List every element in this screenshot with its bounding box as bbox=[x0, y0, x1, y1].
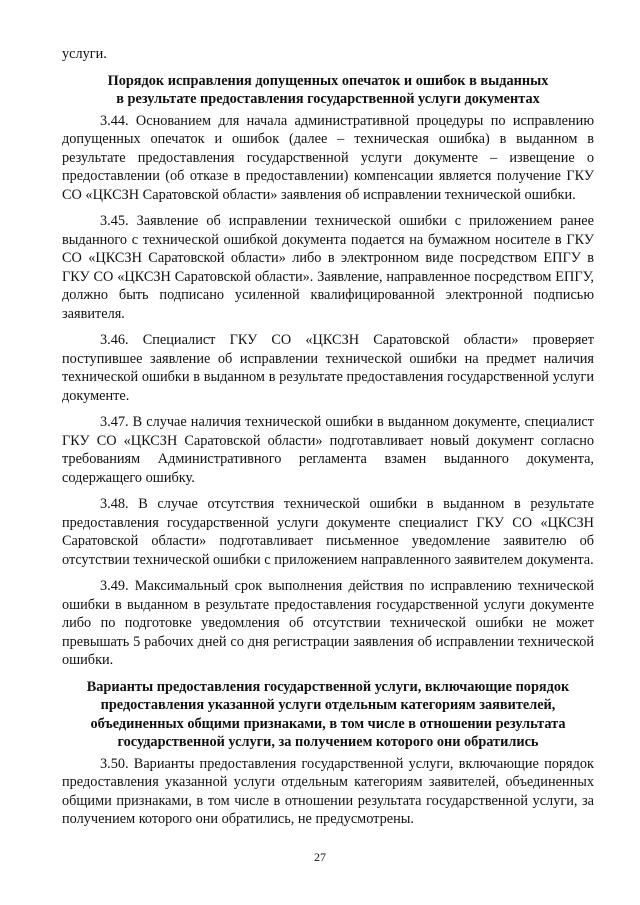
section-heading-service-variants bbox=[62, 678, 594, 752]
heading-line: Порядок исправления допущенных опечаток и ошибок в выданных bbox=[107, 72, 549, 89]
paragraph-3-46: 3.46. Специалист ГКУ СО «ЦКСЗН Саратовской области» проверяет поступившее заявление об исправлении технической ошибки на предмет наличия технической ошибки в выданном в результате предоставления государственной услуги документе. bbox=[62, 332, 594, 404]
paragraph-3-45: 3.45. Заявление об исправлении технической ошибки с приложением ранее выданного с технической ошибкой документа подается на бумажном носителе в ГКУ СО «ЦКСЗН Саратовской области» либо в электронном виде посредством ЕПГУ в ГКУ СО «ЦКСЗН Саратовской области». Заявление, направленное посредством ЕПГУ, должно быть подписано усиленной квалифицированной электронной подписью заявителя. bbox=[62, 213, 594, 322]
paragraph-3-50: 3.50. Варианты предоставления государственной услуги, включающие порядок предоставления указанной услуги отдельным категориям заявителей, объединенных общими признаками, в том числе в отношении результата государственной услуги, за получением которого они обратились, не предусмотрены. bbox=[62, 755, 594, 827]
paragraph-3-47: 3.47. В случае наличия технической ошибки в выданном документе, специалист ГКУ СО «ЦКСЗН Саратовской области» подготавливает новый документ согласно требованиям Административного регламента взамен выданного документа, содержащего ошибку. bbox=[62, 414, 594, 486]
heading-line: предоставления указанной услуги отдельным категориям заявителей, bbox=[100, 697, 556, 713]
heading-line: государственной услуги, за получением которого они обратились bbox=[117, 734, 539, 750]
paragraph-3-44: 3.44. Основанием для начала административной процедуры по исправлению допущенных опечаток и ошибок (далее – техническая ошибка) в выданном в результате предоставления государственной услуги документе – извещение о предоставлении (об отказе в предоставлении) компенсации является получение ГКУ СО «ЦКСЗН Саратовской области» заявления об исправлении технической ошибки. bbox=[62, 112, 594, 203]
heading-line: Варианты предоставления государственной услуги, включающие порядок bbox=[86, 678, 570, 695]
page-number: 27 bbox=[314, 850, 326, 864]
heading-line: объединенных общими признаками, в том числе в отношении результата bbox=[90, 715, 566, 732]
carryover-text: услуги. bbox=[62, 46, 107, 62]
paragraph-3-48: 3.48. В случае отсутствия технической ошибки в выданном в результате предоставления государственной услуги документе специалист ГКУ СО «ЦКСЗН Саратовской области» подготавливает письменное уведомление заявителю об отсутствии технической ошибки с приложением направленного заявителем документа. bbox=[62, 496, 594, 568]
section-heading-error-correction bbox=[62, 72, 594, 109]
heading-line: в результате предоставления государственной услуги документах bbox=[116, 91, 540, 107]
paragraph-3-49: 3.49. Максимальный срок выполнения действия по исправлению технической ошибки в выданном в результате предоставления государственной услуги документе либо по подготовке уведомления об отсутствии технической ошибки не может превышать 5 рабочих дней со дня регистрации заявления об исправлении технической ошибки. bbox=[62, 578, 594, 668]
document-page bbox=[62, 45, 594, 837]
